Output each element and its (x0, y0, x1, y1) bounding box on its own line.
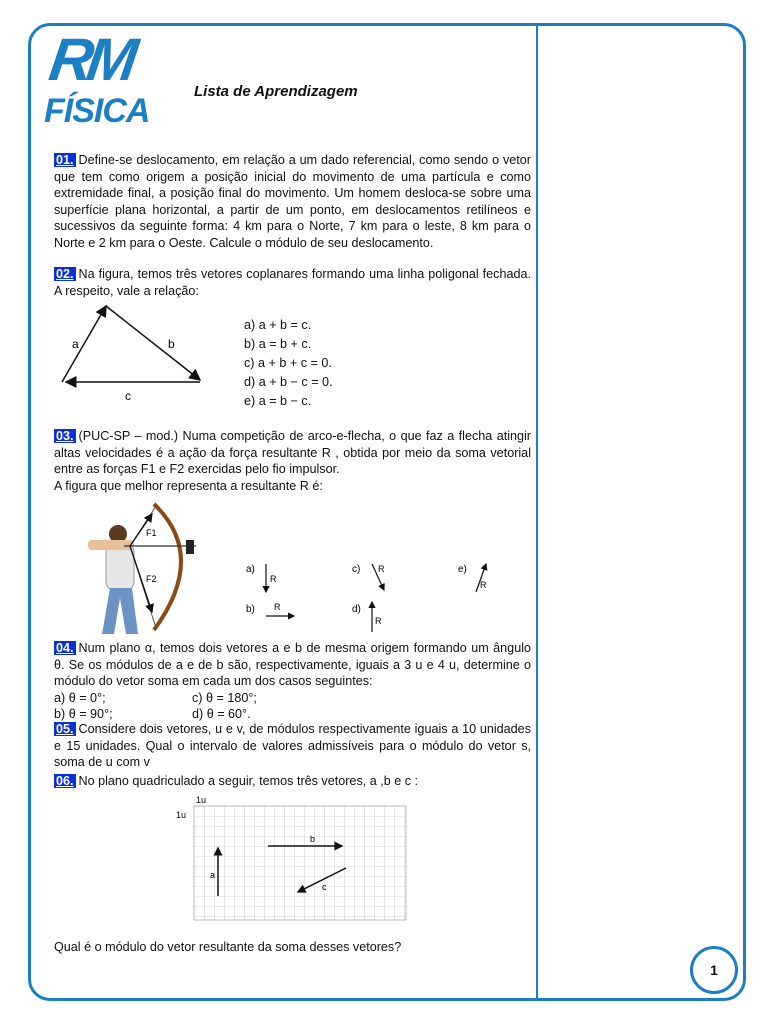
question-text-2: A figura que melhor representa a resultante R é: (54, 478, 323, 493)
question-text: No plano quadriculado a seguir, temos três vetores, a ,b e c : (78, 774, 419, 788)
rm-fisica-logo: RM FÍSICA (44, 26, 150, 130)
r-label-e: R (480, 580, 487, 590)
question-text: (PUC-SP – mod.) Numa competição de arco-e-flecha, o que faz a flecha atingir altas velocidades é a ação da força resultante R , obtida por meio da soma vetorial entre as forças F1 e F2 exercidas pelo fio impulsor. (54, 429, 531, 476)
unit-top-label: 1u (196, 795, 207, 805)
force-f2-label: F2 (146, 574, 157, 584)
page-number: 1 (690, 946, 738, 994)
vector-c-label: c (322, 882, 327, 892)
option-c: c) a + b + c = 0. (244, 356, 332, 370)
vector-b-label: b (310, 834, 316, 844)
q4-cases (54, 690, 531, 723)
unit-left-label: 1u (176, 810, 187, 820)
option-c: c) (352, 564, 361, 575)
r-label-b: R (274, 602, 281, 612)
q2-options (244, 316, 333, 411)
question-number: 04. (56, 641, 74, 655)
page-title: Lista de Aprendizagem (194, 83, 358, 100)
r-label-a: R (270, 574, 277, 584)
triangle-vectors-figure (60, 298, 220, 408)
option-b: b) a = b + c. (244, 337, 312, 351)
force-f1-label: F1 (146, 528, 157, 538)
option-e: e) (458, 564, 467, 575)
case-c: c) θ = 180°; (192, 690, 257, 705)
vector-a-label: a (72, 337, 79, 351)
question-04 (54, 640, 531, 723)
option-b: b) (246, 604, 255, 615)
question-06 (54, 773, 531, 790)
question-05 (54, 721, 531, 771)
option-a: a) (246, 564, 255, 575)
r-label-d: R (375, 616, 382, 626)
question-number: 06. (56, 774, 74, 788)
vector-a-label: a (210, 870, 216, 880)
case-b: b) θ = 90°; (54, 707, 113, 721)
question-number: 01. (56, 153, 74, 167)
question-03 (54, 428, 531, 494)
resultant-options-figure (244, 556, 504, 636)
question-number: 05. (56, 722, 74, 736)
margin-divider (536, 25, 538, 999)
question-02 (54, 266, 531, 299)
question-text: Considere dois vetores, u e v, de módulos respectivamente iguais a 10 unidades e 15 unidades. Qual o intervalo de valores admissíveis para o módulo do vetor s, soma de u com v (54, 722, 531, 769)
archer-figure (84, 496, 206, 636)
case-a: a) θ = 0°; (54, 690, 106, 705)
question-text: Define-se deslocamento, em relação a um dado referencial, como sendo o vetor que tem como origem a posição inicial do movimento de uma partícula e como extremidade final, a posição final do movimento. Um homem desloca-se sobre uma superfície plana horizontal, a partir de um ponto, em deslocamentos retilíneos e sucessivos da seguinte forma: 4 km para o Norte, 7 km para o leste, 8 km para o Norte e 2 km para o Oeste. Calcule o módulo de seu deslocamento. (54, 153, 531, 250)
vector-b-label: b (168, 337, 175, 351)
option-d: d) a + b − c = 0. (244, 375, 333, 389)
question-number: 02. (56, 267, 74, 281)
option-a: a) a + b = c. (244, 318, 312, 332)
question-01 (54, 152, 531, 251)
q6-question: Qual é o módulo do vetor resultante da soma desses vetores? (54, 940, 402, 954)
case-d: d) θ = 60°. (192, 707, 251, 721)
option-e: e) a = b − c. (244, 394, 312, 408)
vector-c-label: c (125, 389, 131, 403)
grid-vectors-figure (174, 792, 414, 924)
option-d: d) (352, 604, 361, 615)
question-text: Na figura, temos três vetores coplanares formando uma linha poligonal fechada. A respeito, vale a relação: (54, 267, 531, 298)
question-number: 03. (56, 429, 74, 443)
r-label-c: R (378, 564, 385, 574)
question-text: Num plano α, temos dois vetores a e b de mesma origem formando um ângulo θ. Se os módulos de a e de b são, respectivamente, iguais a 3 u e 4 u, determine o módulo do vetor soma em cada um dos casos seguintes: (54, 641, 531, 688)
